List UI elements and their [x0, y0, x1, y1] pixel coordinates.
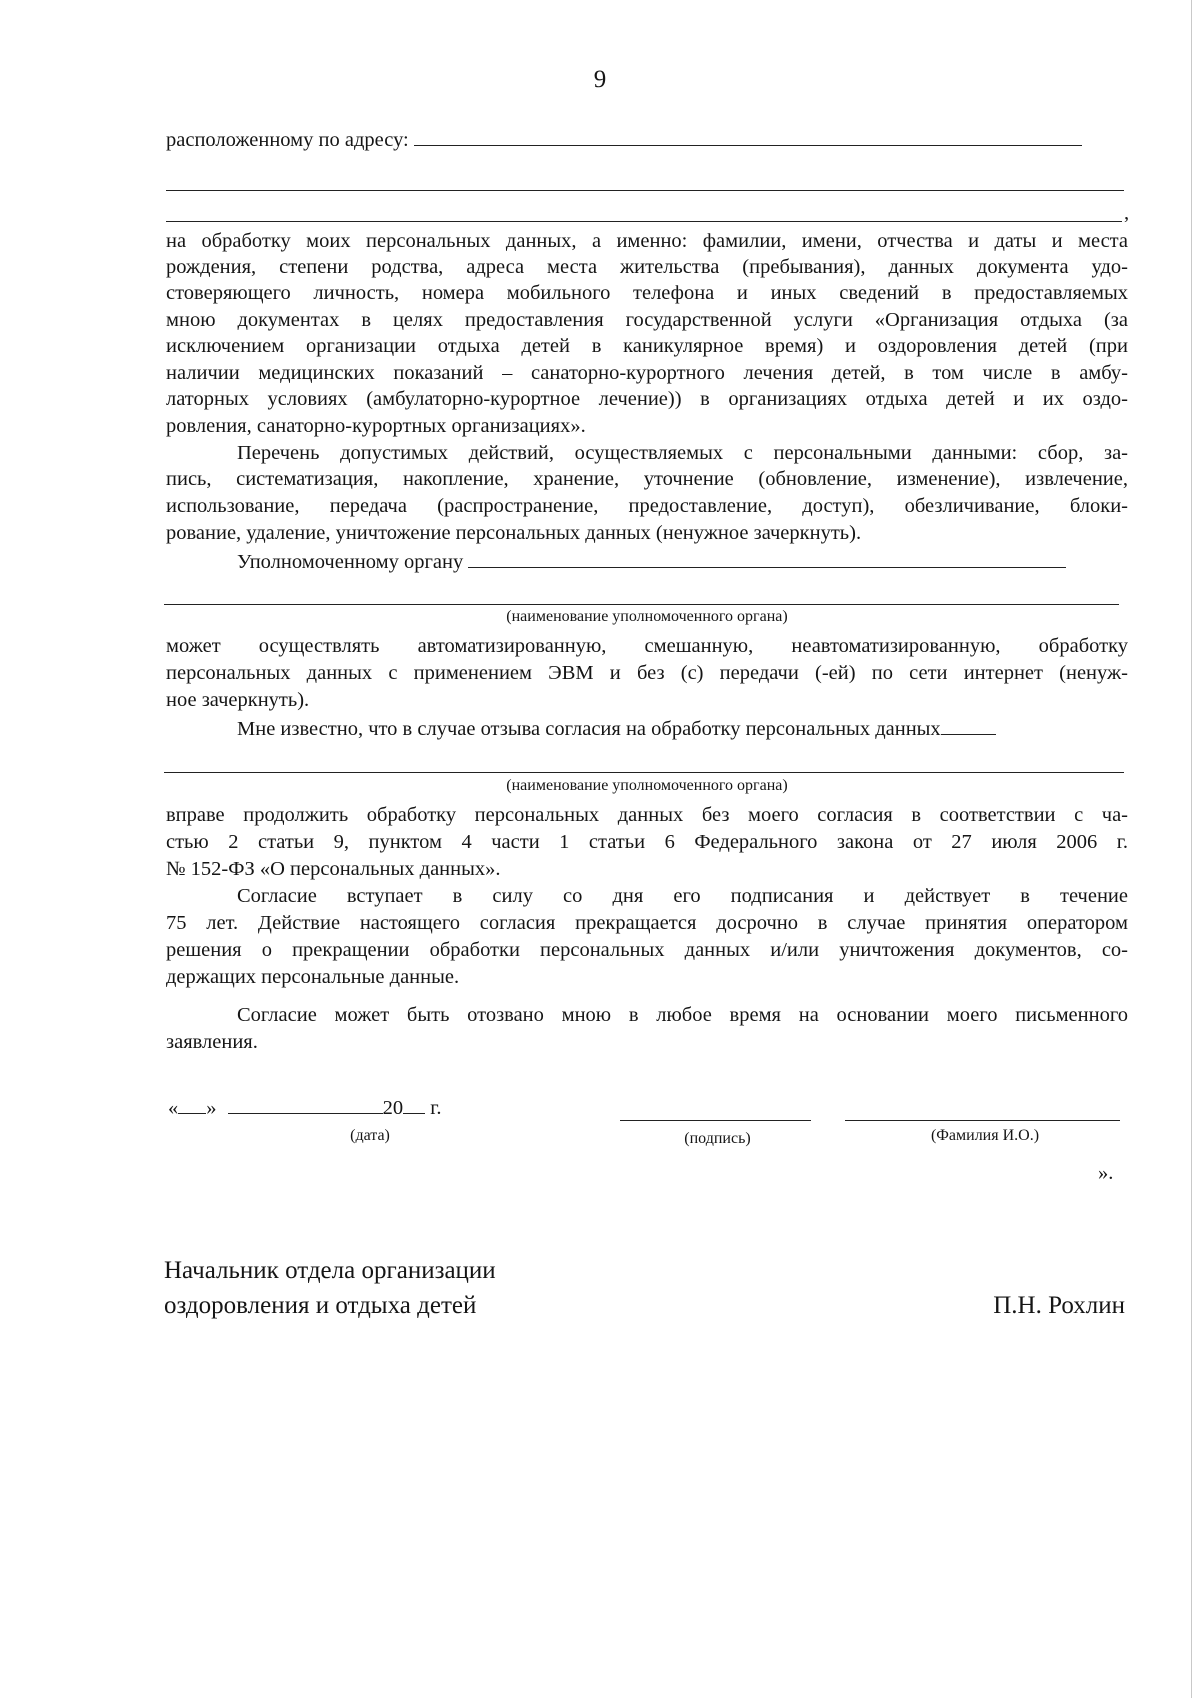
paragraph-3-line: персональных данных с применением ЭВМ и без (с) передачи (-ей) по сети интернет (ненуж- [166, 662, 1128, 684]
authority-blank-field [468, 547, 1066, 568]
paragraph-6-line: Согласие вступает в силу со дня его подписания и действует в течение [237, 885, 1128, 907]
name-caption: (Фамилия И.О.) [930, 1127, 1040, 1144]
paragraph-5-line: вправе продолжить обработку персональных данных без моего согласия в соответствии с ча- [166, 804, 1128, 826]
year-blank-field [403, 1093, 425, 1114]
position-title-line-1: Начальник отдела организации [164, 1257, 496, 1284]
closing-quote: ». [1098, 1162, 1114, 1184]
paragraph-5-line: № 152-ФЗ «О персональных данных». [166, 858, 501, 880]
address-label: расположенному по адресу: [166, 129, 409, 151]
address-line [166, 125, 1128, 154]
paragraph-2-line: пись, систематизация, накопление, хранение, уточнение (обновление, изменение), извлечение, [166, 468, 1128, 490]
day-blank-field [178, 1093, 206, 1114]
date-caption: (дата) [350, 1127, 390, 1144]
date-field [168, 1093, 488, 1122]
paragraph-1-line: исключением организации отдыха детей в каникулярное время) и оздоровления детей (при [166, 335, 1128, 357]
authority-caption-2: (наименование уполномоченного органа) [506, 777, 788, 794]
paragraph-6-line: 75 лет. Действие настоящего согласия прекращается досрочно в случае принятия оператором [166, 912, 1128, 934]
signatory-name: П.Н. Рохлин [993, 1292, 1125, 1319]
authority-line [237, 547, 1137, 576]
paragraph-7-line: заявления. [166, 1031, 258, 1053]
paragraph-3-line: может осуществлять автоматизированную, смешанную, неавтоматизированную, обработку [166, 635, 1128, 657]
date-quote-open: « [168, 1097, 179, 1119]
month-blank-field [228, 1093, 383, 1114]
paragraph-1-line: наличии медицинских показаний – санаторно-курортного лечения детей, в том числе в амбу- [166, 362, 1128, 384]
address-blank-field [414, 125, 1082, 146]
paragraph-5-line: стью 2 статьи 9, пунктом 4 части 1 статьи 6 Федерального закона от 27 июля 2006 г. [166, 831, 1128, 853]
signature-caption: (подпись) [684, 1130, 751, 1147]
paragraph-2-line: использование, передача (распространение, предоставление, доступ), обезличивание, блоки- [166, 495, 1128, 517]
paragraph-1-line: латорных условиях (амбулаторно-курортное лечение)) в организациях отдыха детей и их оздо- [166, 388, 1128, 410]
address-comma: , [1124, 202, 1130, 224]
date-quote-close: » [206, 1097, 217, 1119]
name-blank-line [845, 1120, 1120, 1121]
paragraph-6-line: решения о прекращении обработки персональных данных и/или уничтожения документов, со- [166, 939, 1128, 961]
year-prefix: 20 [382, 1097, 404, 1119]
paragraph-2-line: Перечень допустимых действий, осуществляемых с персональными данными: сбор, за- [237, 442, 1128, 464]
paragraph-4-blank-field [941, 714, 996, 735]
position-title-line-2: оздоровления и отдыха детей [164, 1292, 477, 1319]
paragraph-1-line: мною документах в целях предоставления государственной услуги «Организация отдыха (за [166, 309, 1128, 331]
paragraph-4-text: Мне известно, что в случае отзыва согласия на обработку персональных данных [237, 718, 941, 740]
authority-blank-line-2 [164, 772, 1124, 773]
scan-edge-line [1191, 0, 1192, 1698]
paragraph-1-line: на обработку моих персональных данных, а именно: фамилии, имени, отчества и даты и места [166, 230, 1128, 252]
paragraph-6-line: держащих персональные данные. [166, 966, 460, 988]
signature-blank-line [620, 1120, 811, 1121]
address-blank-line-3 [166, 221, 1122, 222]
paragraph-2-line: рование, удаление, уничтожение персональных данных (ненужное зачеркнуть). [166, 522, 862, 544]
year-suffix: г. [430, 1097, 442, 1119]
paragraph-4-line [237, 714, 1137, 743]
paragraph-1-line: стоверяющего личность, номера мобильного телефона и иных сведений в предоставляемых [166, 282, 1128, 304]
authority-caption: (наименование уполномоченного органа) [506, 608, 788, 625]
paragraph-3-line: ное зачеркнуть). [166, 689, 310, 711]
authority-label: Уполномоченному органу [237, 551, 464, 573]
address-blank-line-2 [166, 190, 1124, 191]
authority-blank-line [164, 604, 1119, 605]
paragraph-7-line: Согласие может быть отозвано мною в любое время на основании моего письменного [237, 1004, 1128, 1026]
paragraph-1-line: ровления, санаторно-курортных организациях». [166, 415, 586, 437]
paragraph-1-line: рождения, степени родства, адреса места жительства (пребывания), данных документа удо- [166, 256, 1128, 278]
page-number: 9 [593, 66, 607, 93]
